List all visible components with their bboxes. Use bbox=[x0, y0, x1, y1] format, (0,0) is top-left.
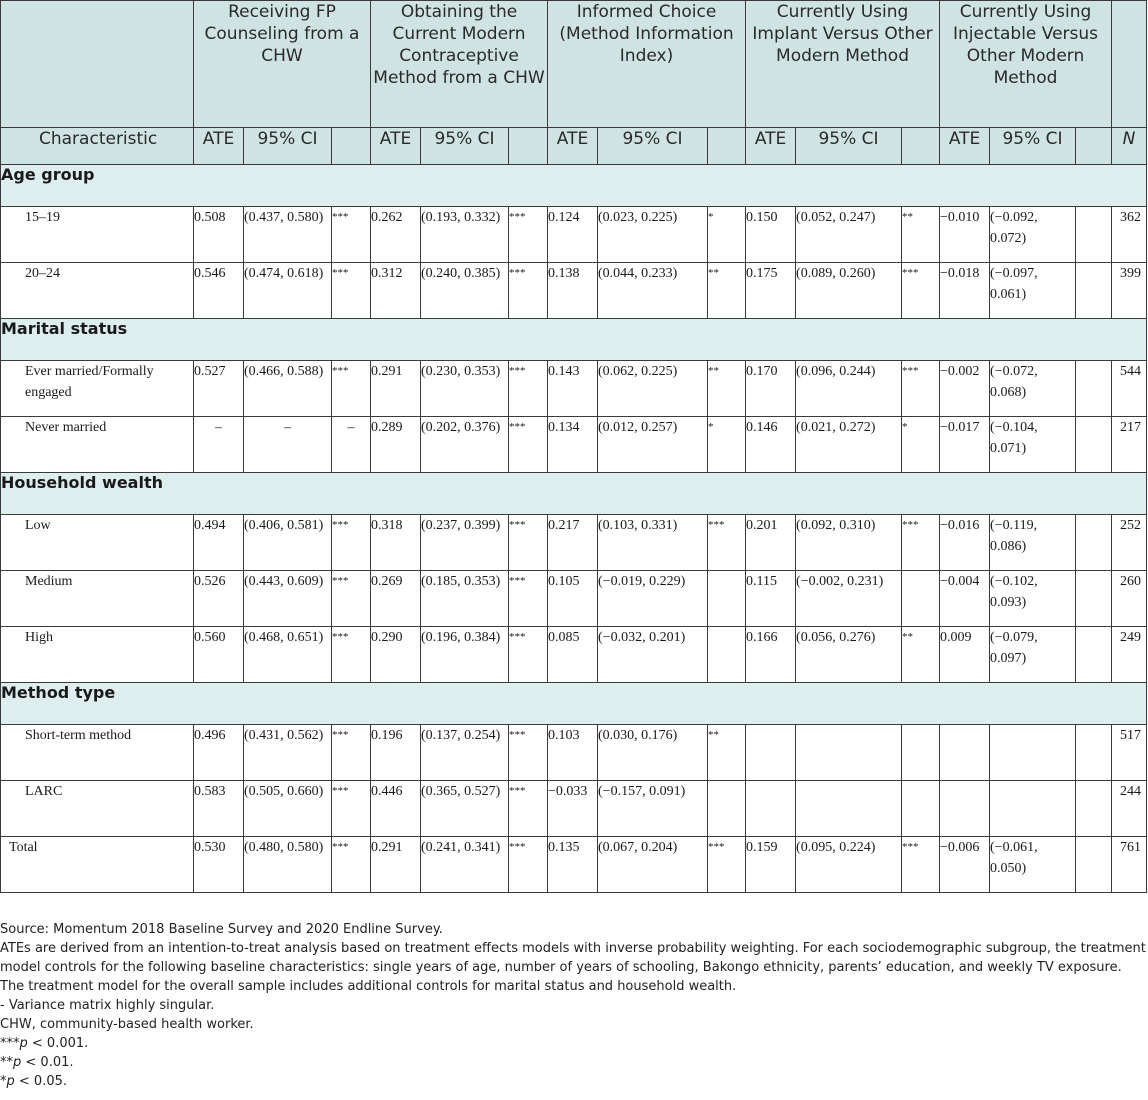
significance-value: *** bbox=[509, 837, 548, 893]
ci-value: (0.437, 0.580) bbox=[244, 207, 332, 263]
significance-value: *** bbox=[902, 263, 940, 319]
significance-value: – bbox=[332, 417, 371, 473]
ci-value: (0.095, 0.224) bbox=[796, 837, 902, 893]
ci-value: (0.431, 0.562) bbox=[244, 725, 332, 781]
ci-value: (0.056, 0.276) bbox=[796, 627, 902, 683]
ate-value: 0.494 bbox=[194, 515, 244, 571]
significance-value: ** bbox=[708, 361, 746, 417]
header-n-blank bbox=[1112, 1, 1147, 128]
significance-value bbox=[1076, 781, 1112, 837]
significance-value: *** bbox=[332, 781, 371, 837]
group-row bbox=[1, 319, 1147, 361]
ate-value bbox=[940, 781, 990, 837]
ci-value: (0.137, 0.254) bbox=[421, 725, 509, 781]
group-title: Marital status bbox=[1, 319, 1147, 361]
ate-value: 0.150 bbox=[746, 207, 796, 263]
ci-value: (0.103, 0.331) bbox=[598, 515, 708, 571]
table-body bbox=[1, 165, 1147, 893]
ate-value: 0.546 bbox=[194, 263, 244, 319]
sig-header bbox=[708, 128, 746, 165]
ci-value bbox=[796, 725, 902, 781]
ci-value: (−0.019, 0.229) bbox=[598, 571, 708, 627]
header-corner bbox=[1, 1, 194, 128]
significance-value: ** bbox=[902, 627, 940, 683]
ate-value: 0.496 bbox=[194, 725, 244, 781]
ci-value: (−0.157, 0.091) bbox=[598, 781, 708, 837]
ci-value: (0.067, 0.204) bbox=[598, 837, 708, 893]
ci-value: (−0.079, 0.097) bbox=[990, 627, 1076, 683]
ate-value: 0.312 bbox=[371, 263, 421, 319]
significance-value: *** bbox=[509, 263, 548, 319]
ci-value: (0.466, 0.588) bbox=[244, 361, 332, 417]
ci-value bbox=[990, 725, 1076, 781]
ate-value: −0.010 bbox=[940, 207, 990, 263]
ate-value: 0.201 bbox=[746, 515, 796, 571]
table-row bbox=[1, 725, 1147, 781]
ate-value: 0.560 bbox=[194, 627, 244, 683]
n-value: 249 bbox=[1112, 627, 1147, 683]
significance-value: *** bbox=[332, 263, 371, 319]
ate-value: 0.138 bbox=[548, 263, 598, 319]
ate-value: 0.196 bbox=[371, 725, 421, 781]
ci-value: (0.021, 0.272) bbox=[796, 417, 902, 473]
variance-note: - Variance matrix highly singular. bbox=[0, 998, 215, 1013]
ate-value: 0.124 bbox=[548, 207, 598, 263]
ate-value: −0.004 bbox=[940, 571, 990, 627]
ate-value: 0.526 bbox=[194, 571, 244, 627]
ate-value: 0.159 bbox=[746, 837, 796, 893]
ci-value: (0.030, 0.176) bbox=[598, 725, 708, 781]
ate-value: 0.446 bbox=[371, 781, 421, 837]
ci-value: (0.044, 0.233) bbox=[598, 263, 708, 319]
n-value: 544 bbox=[1112, 361, 1147, 417]
significance-value: *** bbox=[902, 837, 940, 893]
row-label: 15–19 bbox=[1, 207, 194, 263]
significance-value bbox=[1076, 725, 1112, 781]
header-row-groups bbox=[1, 1, 1147, 128]
significance-value bbox=[1076, 571, 1112, 627]
significance-value bbox=[1076, 515, 1112, 571]
ate-value: −0.002 bbox=[940, 361, 990, 417]
table-row bbox=[1, 781, 1147, 837]
ate-value bbox=[746, 725, 796, 781]
col-group-header: Currently Using Injectable Versus Other Modern Method bbox=[940, 1, 1112, 128]
sig-header bbox=[1076, 128, 1112, 165]
ci-value: (0.468, 0.651) bbox=[244, 627, 332, 683]
ci-value: (0.089, 0.260) bbox=[796, 263, 902, 319]
ci-value: (0.062, 0.225) bbox=[598, 361, 708, 417]
ci-value: (0.241, 0.341) bbox=[421, 837, 509, 893]
ate-value: 0.318 bbox=[371, 515, 421, 571]
ci-value bbox=[796, 781, 902, 837]
sig-note: **p < 0.01. bbox=[0, 1055, 74, 1070]
ate-value bbox=[746, 781, 796, 837]
row-label: Low bbox=[1, 515, 194, 571]
significance-value: *** bbox=[509, 207, 548, 263]
n-header: N bbox=[1112, 128, 1147, 165]
significance-value bbox=[1076, 627, 1112, 683]
ate-value: −0.016 bbox=[940, 515, 990, 571]
ate-value: 0.115 bbox=[746, 571, 796, 627]
ci-value: (−0.072, 0.068) bbox=[990, 361, 1076, 417]
ci-value: (−0.119, 0.086) bbox=[990, 515, 1076, 571]
significance-value bbox=[708, 571, 746, 627]
table-row bbox=[1, 417, 1147, 473]
significance-value: *** bbox=[332, 725, 371, 781]
ate-note: ATEs are derived from an intention-to-treat analysis based on treatment effects models with inverse probability weighting. For each sociodemographic subgroup, the treatment model controls for the following baseline characteristics: single years of age, number of years of schooling, Bakongo ethnicity, parents’ education, and weekly TV exposure. The treatment model for the overall sample includes additional controls for marital status and household wealth. bbox=[0, 941, 1146, 994]
col-group-header: Currently Using Implant Versus Other Modern Method bbox=[746, 1, 940, 128]
significance-value: *** bbox=[332, 361, 371, 417]
ate-value: 0.527 bbox=[194, 361, 244, 417]
ci-value: (0.240, 0.385) bbox=[421, 263, 509, 319]
row-label: Ever married/Formally engaged bbox=[1, 361, 194, 417]
ate-value: 0.291 bbox=[371, 361, 421, 417]
significance-value bbox=[1076, 361, 1112, 417]
ci-value: (0.365, 0.527) bbox=[421, 781, 509, 837]
ate-value: 0.166 bbox=[746, 627, 796, 683]
n-value: 517 bbox=[1112, 725, 1147, 781]
ate-value: 0.135 bbox=[548, 837, 598, 893]
ci-value: (−0.092, 0.072) bbox=[990, 207, 1076, 263]
significance-value: * bbox=[902, 417, 940, 473]
table-row bbox=[1, 207, 1147, 263]
significance-value bbox=[1076, 837, 1112, 893]
ci-value: (0.185, 0.353) bbox=[421, 571, 509, 627]
sig-header bbox=[902, 128, 940, 165]
significance-value: *** bbox=[708, 515, 746, 571]
table-row bbox=[1, 627, 1147, 683]
chw-note: CHW, community-based health worker. bbox=[0, 1017, 254, 1032]
ci-value: (0.480, 0.580) bbox=[244, 837, 332, 893]
significance-value: *** bbox=[509, 781, 548, 837]
ci-value: (−0.002, 0.231) bbox=[796, 571, 902, 627]
ate-value: −0.033 bbox=[548, 781, 598, 837]
ci-value: (0.096, 0.244) bbox=[796, 361, 902, 417]
ate-value: 0.134 bbox=[548, 417, 598, 473]
group-title: Age group bbox=[1, 165, 1147, 207]
significance-value bbox=[708, 627, 746, 683]
significance-value bbox=[1076, 263, 1112, 319]
ate-value: 0.009 bbox=[940, 627, 990, 683]
ate-value: 0.530 bbox=[194, 837, 244, 893]
col-group-header: Receiving FP Counseling from a CHW bbox=[194, 1, 371, 128]
n-value: 244 bbox=[1112, 781, 1147, 837]
ci-header: 95% CI bbox=[796, 128, 902, 165]
significance-value: ** bbox=[708, 725, 746, 781]
significance-value: *** bbox=[509, 571, 548, 627]
n-value: 217 bbox=[1112, 417, 1147, 473]
significance-value: *** bbox=[332, 627, 371, 683]
ci-header: 95% CI bbox=[598, 128, 708, 165]
group-title: Method type bbox=[1, 683, 1147, 725]
ate-value: 0.583 bbox=[194, 781, 244, 837]
characteristic-header: Characteristic bbox=[1, 128, 194, 165]
significance-value: * bbox=[708, 207, 746, 263]
significance-value: *** bbox=[902, 361, 940, 417]
ate-header: ATE bbox=[940, 128, 990, 165]
ci-value: (0.196, 0.384) bbox=[421, 627, 509, 683]
ate-value: 0.146 bbox=[746, 417, 796, 473]
table-row bbox=[1, 361, 1147, 417]
significance-value: *** bbox=[509, 361, 548, 417]
ate-header: ATE bbox=[548, 128, 598, 165]
significance-value bbox=[902, 571, 940, 627]
ci-value: (−0.032, 0.201) bbox=[598, 627, 708, 683]
ate-value: 0.217 bbox=[548, 515, 598, 571]
table-row bbox=[1, 515, 1147, 571]
ate-value: −0.017 bbox=[940, 417, 990, 473]
ate-value: 0.175 bbox=[746, 263, 796, 319]
ate-value: −0.018 bbox=[940, 263, 990, 319]
significance-value: ** bbox=[902, 207, 940, 263]
group-row bbox=[1, 165, 1147, 207]
ate-value: 0.105 bbox=[548, 571, 598, 627]
ci-value: (0.237, 0.399) bbox=[421, 515, 509, 571]
significance-value: ** bbox=[708, 263, 746, 319]
significance-value: *** bbox=[332, 837, 371, 893]
n-value: 260 bbox=[1112, 571, 1147, 627]
table-row bbox=[1, 263, 1147, 319]
significance-value bbox=[1076, 207, 1112, 263]
row-label: 20–24 bbox=[1, 263, 194, 319]
n-value: 252 bbox=[1112, 515, 1147, 571]
ate-value: 0.269 bbox=[371, 571, 421, 627]
ate-header: ATE bbox=[371, 128, 421, 165]
n-value: 362 bbox=[1112, 207, 1147, 263]
significance-value: *** bbox=[509, 417, 548, 473]
sig-note: ***p < 0.001. bbox=[0, 1036, 89, 1051]
row-label: Never married bbox=[1, 417, 194, 473]
ate-value: 0.085 bbox=[548, 627, 598, 683]
ci-header: 95% CI bbox=[421, 128, 509, 165]
significance-value: *** bbox=[902, 515, 940, 571]
ci-value: (−0.102, 0.093) bbox=[990, 571, 1076, 627]
ci-value: (0.052, 0.247) bbox=[796, 207, 902, 263]
ci-value: (0.406, 0.581) bbox=[244, 515, 332, 571]
significance-value bbox=[708, 781, 746, 837]
significance-value: *** bbox=[332, 207, 371, 263]
ci-value: (−0.104, 0.071) bbox=[990, 417, 1076, 473]
ci-value: (0.023, 0.225) bbox=[598, 207, 708, 263]
table-notes bbox=[0, 920, 1146, 1091]
group-row bbox=[1, 473, 1147, 515]
significance-value: * bbox=[708, 417, 746, 473]
group-row bbox=[1, 683, 1147, 725]
ate-value: 0.289 bbox=[371, 417, 421, 473]
row-label: Short-term method bbox=[1, 725, 194, 781]
significance-value: *** bbox=[509, 627, 548, 683]
significance-value: *** bbox=[509, 725, 548, 781]
ate-header: ATE bbox=[194, 128, 244, 165]
significance-value: *** bbox=[332, 571, 371, 627]
n-value: 399 bbox=[1112, 263, 1147, 319]
ate-value: 0.290 bbox=[371, 627, 421, 683]
row-label: LARC bbox=[1, 781, 194, 837]
group-title: Household wealth bbox=[1, 473, 1147, 515]
header-row-sub bbox=[1, 128, 1147, 165]
total-row bbox=[1, 837, 1147, 893]
row-label: Medium bbox=[1, 571, 194, 627]
ci-value: (0.193, 0.332) bbox=[421, 207, 509, 263]
table-row bbox=[1, 571, 1147, 627]
significance-value: *** bbox=[708, 837, 746, 893]
ci-value: (−0.097, 0.061) bbox=[990, 263, 1076, 319]
ate-value: 0.262 bbox=[371, 207, 421, 263]
ate-header: ATE bbox=[746, 128, 796, 165]
col-group-header: Informed Choice (Method Information Index) bbox=[548, 1, 746, 128]
significance-value bbox=[902, 781, 940, 837]
ci-value: (0.230, 0.353) bbox=[421, 361, 509, 417]
sig-header bbox=[509, 128, 548, 165]
significance-value bbox=[1076, 417, 1112, 473]
n-value: 761 bbox=[1112, 837, 1147, 893]
ci-value: – bbox=[244, 417, 332, 473]
ate-value: 0.170 bbox=[746, 361, 796, 417]
ate-value: 0.291 bbox=[371, 837, 421, 893]
ci-value: (0.202, 0.376) bbox=[421, 417, 509, 473]
ci-value: (−0.061, 0.050) bbox=[990, 837, 1076, 893]
sig-header bbox=[332, 128, 371, 165]
row-label: High bbox=[1, 627, 194, 683]
ate-value: 0.103 bbox=[548, 725, 598, 781]
significance-value: *** bbox=[332, 515, 371, 571]
ate-value: −0.006 bbox=[940, 837, 990, 893]
significance-value bbox=[902, 725, 940, 781]
ci-value bbox=[990, 781, 1076, 837]
ate-value bbox=[940, 725, 990, 781]
ci-header: 95% CI bbox=[990, 128, 1076, 165]
significance-value: *** bbox=[509, 515, 548, 571]
ci-value: (0.092, 0.310) bbox=[796, 515, 902, 571]
ci-value: (0.443, 0.609) bbox=[244, 571, 332, 627]
col-group-header: Obtaining the Current Modern Contraceptive Method from a CHW bbox=[371, 1, 548, 128]
ci-value: (0.012, 0.257) bbox=[598, 417, 708, 473]
ate-value: 0.508 bbox=[194, 207, 244, 263]
sig-note: *p < 0.05. bbox=[0, 1074, 68, 1089]
ci-header: 95% CI bbox=[244, 128, 332, 165]
row-label: Total bbox=[1, 837, 194, 893]
ci-value: (0.505, 0.660) bbox=[244, 781, 332, 837]
ate-value: 0.143 bbox=[548, 361, 598, 417]
ate-value: – bbox=[194, 417, 244, 473]
source-note: Source: Momentum 2018 Baseline Survey and 2020 Endline Survey. bbox=[0, 922, 443, 937]
ci-value: (0.474, 0.618) bbox=[244, 263, 332, 319]
